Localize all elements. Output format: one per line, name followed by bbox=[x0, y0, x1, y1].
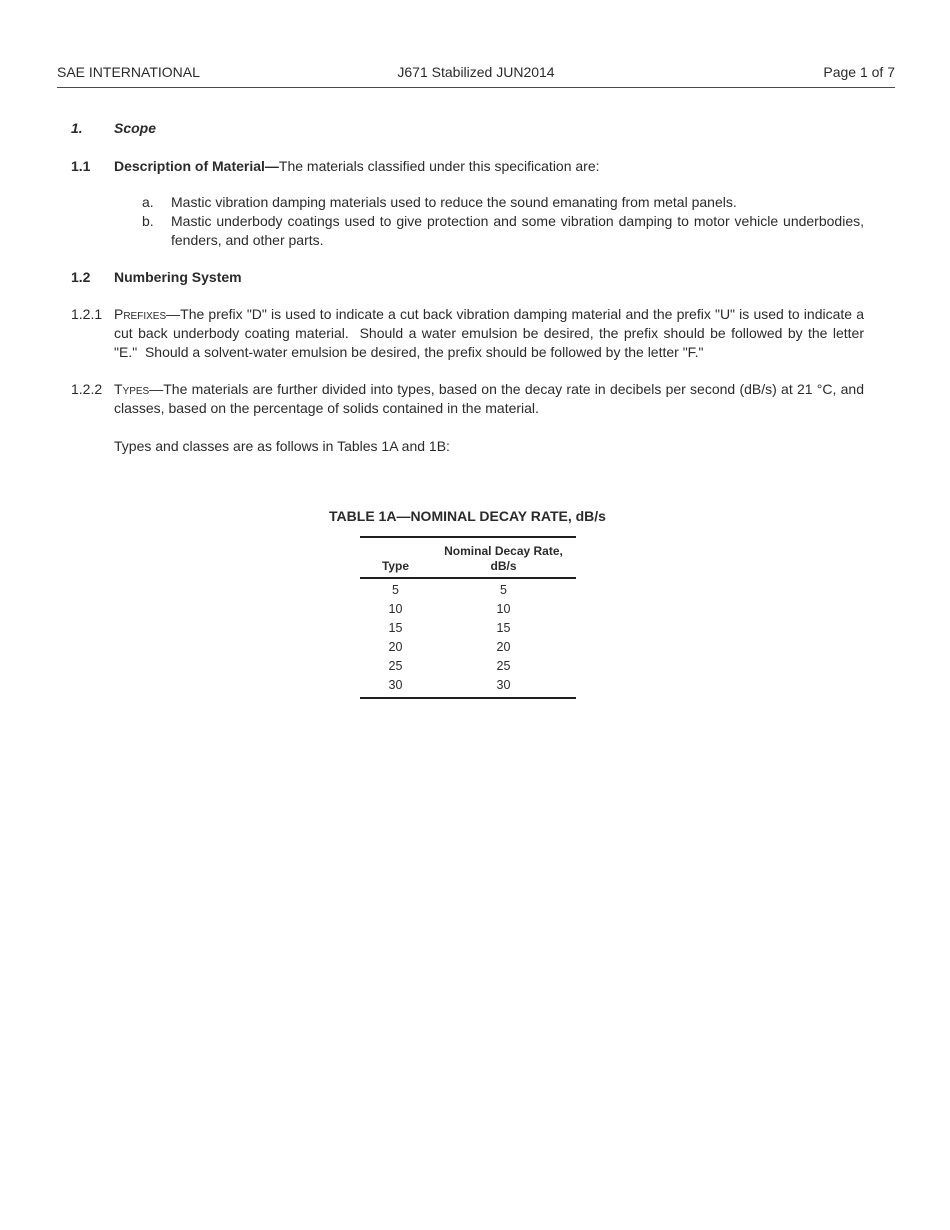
section-1-2-1-prefixes bbox=[71, 305, 864, 361]
paragraph-text: —The materials are further divided into types, based on the decay rate in decibels per second (dB/s) at 21 °C, and classes, based on the percentage of solids contained in the material. bbox=[114, 381, 864, 417]
list-marker: b. bbox=[142, 213, 154, 230]
cell-type: 15 bbox=[388, 621, 403, 636]
column-header-rate-line2: dB/s bbox=[490, 558, 517, 573]
cell-type: 10 bbox=[388, 602, 403, 617]
list-marker: a. bbox=[142, 194, 154, 211]
cell-type: 20 bbox=[388, 639, 403, 654]
table-row bbox=[360, 600, 576, 619]
section-text: The materials classified under this specification are: bbox=[278, 157, 600, 174]
header-page-number: Page 1 of 7 bbox=[823, 64, 895, 80]
header-doc-title: J671 Stabilized JUN2014 bbox=[397, 64, 555, 80]
table-row bbox=[360, 581, 576, 600]
table-row bbox=[360, 619, 576, 638]
cell-rate: 5 bbox=[500, 583, 507, 598]
cell-rate: 20 bbox=[496, 639, 511, 654]
page-header bbox=[57, 64, 895, 88]
section-1-scope bbox=[71, 119, 864, 138]
header-org: SAE INTERNATIONAL bbox=[57, 64, 200, 80]
section-paragraph bbox=[114, 380, 864, 417]
section-paragraph bbox=[114, 157, 864, 176]
list-item-a bbox=[142, 193, 864, 212]
cell-type: 5 bbox=[392, 583, 399, 598]
section-title: Scope bbox=[114, 120, 157, 136]
cell-rate: 30 bbox=[496, 677, 511, 692]
cell-type: 25 bbox=[388, 658, 403, 673]
column-header-type: Type bbox=[381, 558, 410, 573]
column-header-rate bbox=[432, 544, 576, 573]
table-row bbox=[360, 676, 576, 695]
section-number: 1. bbox=[71, 120, 83, 136]
section-number: 1.2.1 bbox=[71, 306, 103, 323]
column-header-rate-line1: Nominal Decay Rate, bbox=[444, 544, 563, 559]
cell-rate: 15 bbox=[496, 621, 511, 636]
cell-rate: 25 bbox=[496, 658, 511, 673]
section-1-1-description bbox=[71, 157, 864, 176]
table-row bbox=[360, 657, 576, 676]
paragraph-text: —The prefix "D" is used to indicate a cut back vibration damping material and the prefix "U" is used to indicate a cut back underbody coating material. Should a water emulsion be desired, the prefix should be followed by the letter "E." Should a solvent-water emulsion be desired, the prefix should be followed by the letter "F." bbox=[114, 306, 864, 360]
section-number: 1.2.2 bbox=[71, 381, 103, 398]
table-body bbox=[360, 579, 576, 697]
section-1-2-numbering bbox=[71, 268, 864, 287]
cell-rate: 10 bbox=[496, 602, 511, 617]
cell-type: 30 bbox=[388, 677, 403, 692]
paragraph-heading: Prefixes bbox=[114, 306, 167, 323]
table-1a-title: TABLE 1A—NOMINAL DECAY RATE, dB/s bbox=[329, 508, 606, 525]
document-body bbox=[71, 119, 864, 699]
table-header-row bbox=[360, 538, 576, 579]
paragraph-heading: Types bbox=[114, 381, 150, 398]
section-number: 1.2 bbox=[71, 268, 91, 285]
table-row bbox=[360, 638, 576, 657]
section-paragraph bbox=[114, 305, 864, 361]
types-classes-note: Types and classes are as follows in Tables 1A and 1B: bbox=[114, 437, 450, 454]
table-1a bbox=[360, 536, 576, 699]
section-title: Description of Material— bbox=[114, 157, 279, 174]
section-number: 1.1 bbox=[71, 157, 91, 174]
list-item-b bbox=[142, 212, 864, 249]
section-title: Numbering System bbox=[114, 268, 242, 285]
list-item-text: Mastic vibration damping materials used to reduce the sound emanating from metal panels. bbox=[171, 194, 737, 211]
material-list bbox=[142, 193, 864, 249]
list-item-text: Mastic underbody coatings used to give protection and some vibration damping to motor vehicle underbodies, fenders, and other parts. bbox=[171, 213, 864, 248]
section-1-2-2-types bbox=[71, 380, 864, 417]
